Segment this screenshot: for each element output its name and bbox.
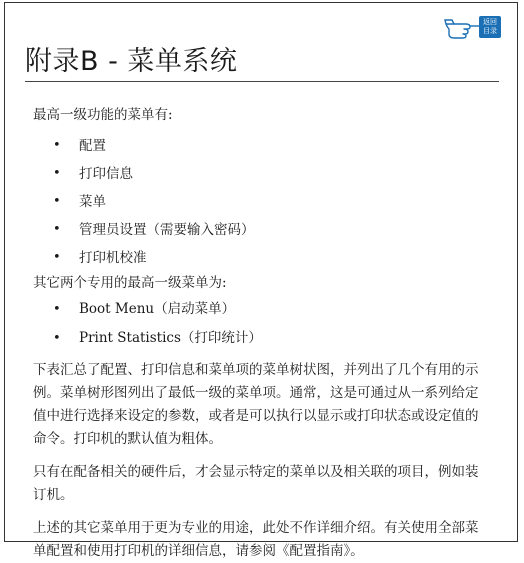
title-divider bbox=[25, 81, 499, 82]
back-to-contents-badge[interactable] bbox=[479, 16, 501, 38]
badge-line-1: 返回 bbox=[483, 18, 497, 26]
special-menu-list bbox=[33, 295, 485, 353]
paragraph: 上述的其它菜单用于更为专业的用途，此处不作详细介绍。有关使用全部菜单配置和使用打印机的详细信息，请参阅《配置指南》。 bbox=[33, 520, 479, 559]
list-item: • Print Statistics（打印统计） bbox=[33, 324, 485, 353]
list-item: • 打印机校准 bbox=[33, 244, 485, 272]
paragraph: 只有在配备相关的硬件后，才会显示特定的菜单以及相关联的项目，例如装订机。 bbox=[33, 464, 479, 503]
top-menu-list bbox=[33, 132, 485, 272]
page-title: 附录B - 菜单系统 bbox=[25, 46, 238, 77]
intro-text: 最高一级功能的菜单有: bbox=[33, 107, 173, 123]
back-to-contents-link[interactable] bbox=[444, 15, 501, 39]
main-content bbox=[33, 104, 485, 563]
list-item: • 菜单 bbox=[33, 188, 485, 216]
list-item: • 配置 bbox=[33, 132, 485, 160]
page bbox=[4, 2, 518, 559]
paragraph: 下表汇总了配置、打印信息和菜单项的菜单树状图，并列出了几个有用的示例。菜单树形图列出了最低一级的菜单项。通常，这是可通过从一系列给定值中进行选择来设定的参数，或者是可以执行以显示或打印状态或设定值的命令。打印机的默认值为粗体。 bbox=[33, 362, 479, 447]
pointing-hand-icon bbox=[444, 15, 482, 39]
special-intro-text: 其它两个专用的最高一级菜单为: bbox=[33, 275, 227, 291]
list-item: • Boot Menu（启动菜单） bbox=[33, 295, 485, 324]
badge-line-2: 目录 bbox=[483, 27, 497, 35]
list-item: • 打印信息 bbox=[33, 160, 485, 188]
list-item: • 管理员设置（需要输入密码） bbox=[33, 216, 485, 244]
